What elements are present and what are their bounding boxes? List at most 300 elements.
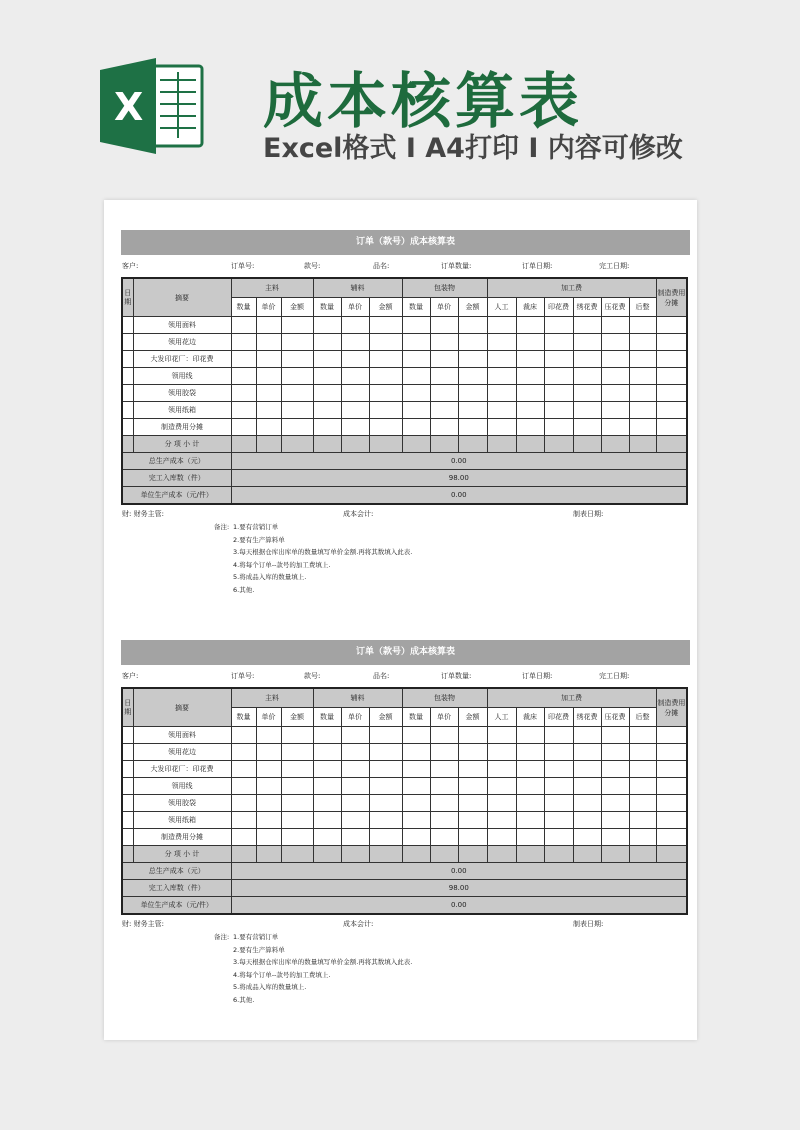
table-cell[interactable] (430, 812, 458, 829)
table-cell[interactable] (487, 385, 516, 402)
table-cell[interactable] (656, 402, 687, 419)
table-cell[interactable] (341, 744, 369, 761)
table-cell[interactable] (402, 761, 430, 778)
table-cell[interactable] (629, 846, 656, 863)
table-cell[interactable] (629, 795, 656, 812)
table-cell[interactable] (656, 436, 687, 453)
table-cell[interactable] (430, 829, 458, 846)
table-cell[interactable] (402, 368, 430, 385)
amount-header: 金额 (458, 708, 487, 727)
table-cell[interactable] (341, 846, 369, 863)
table-cell[interactable] (122, 744, 133, 761)
table-cell[interactable] (573, 402, 601, 419)
table-cell[interactable] (430, 334, 458, 351)
table-cell[interactable] (256, 334, 281, 351)
table-cell[interactable] (487, 761, 516, 778)
table-cell[interactable] (231, 402, 256, 419)
table-cell[interactable] (629, 402, 656, 419)
table-cell[interactable] (313, 795, 341, 812)
table-cell[interactable] (122, 368, 133, 385)
table-cell[interactable] (256, 778, 281, 795)
table-cell[interactable] (256, 761, 281, 778)
table-cell[interactable] (573, 846, 601, 863)
table-cell[interactable] (573, 778, 601, 795)
table-cell[interactable] (573, 385, 601, 402)
table-cell[interactable] (573, 812, 601, 829)
table-cell[interactable] (430, 795, 458, 812)
table-cell[interactable] (369, 436, 402, 453)
table-cell[interactable] (487, 317, 516, 334)
table-cell[interactable] (122, 419, 133, 436)
table-cell[interactable] (458, 846, 487, 863)
table-cell[interactable] (341, 419, 369, 436)
table-cell[interactable] (573, 829, 601, 846)
table-cell[interactable] (430, 317, 458, 334)
order-info-row (121, 665, 690, 687)
table-cell[interactable] (402, 419, 430, 436)
table-cell[interactable] (231, 419, 256, 436)
made-date-label: 制表日期: (573, 510, 604, 518)
table-cell[interactable] (231, 727, 256, 744)
table-cell[interactable] (458, 334, 487, 351)
table-cell[interactable] (281, 727, 313, 744)
table-cell[interactable] (369, 402, 402, 419)
table-cell[interactable] (369, 334, 402, 351)
table-cell[interactable] (487, 419, 516, 436)
table-cell[interactable] (341, 351, 369, 368)
row-label: 领用花边 (133, 334, 231, 351)
table-cell[interactable] (281, 402, 313, 419)
table-cell[interactable] (281, 368, 313, 385)
table-cell[interactable] (629, 727, 656, 744)
table-cell[interactable] (458, 368, 487, 385)
table-cell[interactable] (369, 317, 402, 334)
table-cell[interactable] (656, 351, 687, 368)
table-cell[interactable] (487, 744, 516, 761)
table-cell[interactable] (601, 744, 629, 761)
table-cell[interactable] (231, 368, 256, 385)
table-cell[interactable] (231, 846, 256, 863)
table-cell[interactable] (544, 795, 573, 812)
summary-value[interactable]: 0.00 (231, 453, 687, 470)
row-label: 领用面料 (133, 317, 231, 334)
cost-accountant-label: 成本会计: (343, 510, 374, 518)
table-cell[interactable] (656, 744, 687, 761)
table-cell[interactable] (122, 812, 133, 829)
table-cell[interactable] (430, 727, 458, 744)
table-cell[interactable] (516, 436, 544, 453)
table-cell[interactable] (656, 385, 687, 402)
table-cell[interactable] (341, 334, 369, 351)
table-cell[interactable] (629, 334, 656, 351)
table-cell[interactable] (601, 761, 629, 778)
table-cell[interactable] (544, 436, 573, 453)
table-cell[interactable] (458, 829, 487, 846)
table-cell[interactable] (341, 368, 369, 385)
table-cell[interactable] (313, 744, 341, 761)
table-cell[interactable] (487, 368, 516, 385)
table-cell[interactable] (341, 761, 369, 778)
table-cell[interactable] (601, 385, 629, 402)
table-cell[interactable] (231, 385, 256, 402)
table-cell[interactable] (256, 795, 281, 812)
table-cell[interactable] (458, 761, 487, 778)
table-cell[interactable] (458, 419, 487, 436)
table-cell[interactable] (122, 727, 133, 744)
table-cell[interactable] (629, 829, 656, 846)
table-cell[interactable] (256, 351, 281, 368)
table-cell[interactable] (231, 436, 256, 453)
table-cell[interactable] (573, 436, 601, 453)
table-cell[interactable] (313, 385, 341, 402)
table-cell[interactable] (402, 778, 430, 795)
table-cell[interactable] (544, 385, 573, 402)
processing-fee-header: 加工费 (487, 688, 656, 708)
price-header: 单价 (430, 298, 458, 317)
table-cell[interactable] (122, 317, 133, 334)
table-cell[interactable] (573, 795, 601, 812)
table-cell[interactable] (656, 812, 687, 829)
table-cell[interactable] (122, 351, 133, 368)
table-cell[interactable] (516, 368, 544, 385)
table-cell[interactable] (402, 317, 430, 334)
summary-value[interactable]: 0.00 (231, 897, 687, 915)
table-cell[interactable] (231, 317, 256, 334)
table-cell[interactable] (402, 334, 430, 351)
table-cell[interactable] (231, 334, 256, 351)
table-cell[interactable] (313, 334, 341, 351)
table-cell[interactable] (402, 812, 430, 829)
table-cell[interactable] (487, 727, 516, 744)
table-cell[interactable] (341, 317, 369, 334)
table-cell[interactable] (573, 317, 601, 334)
table-cell[interactable] (458, 402, 487, 419)
summary-value[interactable]: 0.00 (231, 863, 687, 880)
table-cell[interactable] (629, 351, 656, 368)
table-cell[interactable] (629, 744, 656, 761)
table-cell[interactable] (281, 419, 313, 436)
table-cell[interactable] (313, 846, 341, 863)
table-cell[interactable] (122, 402, 133, 419)
table-cell[interactable] (458, 812, 487, 829)
table-cell[interactable] (487, 351, 516, 368)
table-cell[interactable] (430, 351, 458, 368)
table-cell[interactable] (544, 812, 573, 829)
table-cell[interactable] (430, 761, 458, 778)
table-cell[interactable] (487, 812, 516, 829)
table-cell[interactable] (281, 744, 313, 761)
table-cell[interactable] (516, 351, 544, 368)
table-cell[interactable] (656, 368, 687, 385)
table-cell[interactable] (369, 727, 402, 744)
table-cell[interactable] (341, 436, 369, 453)
table-cell[interactable] (256, 436, 281, 453)
table-cell[interactable] (573, 334, 601, 351)
table-cell[interactable] (516, 385, 544, 402)
table-cell[interactable] (629, 368, 656, 385)
table-cell[interactable] (256, 846, 281, 863)
table-cell[interactable] (629, 317, 656, 334)
amount-header: 金额 (281, 298, 313, 317)
table-cell[interactable] (122, 385, 133, 402)
table-cell[interactable] (281, 351, 313, 368)
table-cell[interactable] (629, 419, 656, 436)
table-cell[interactable] (341, 795, 369, 812)
table-cell[interactable] (231, 795, 256, 812)
table-cell[interactable] (369, 419, 402, 436)
table-cell[interactable] (281, 761, 313, 778)
table-cell[interactable] (341, 778, 369, 795)
table-cell[interactable] (313, 317, 341, 334)
table-cell[interactable] (369, 368, 402, 385)
table-cell[interactable] (516, 744, 544, 761)
table-cell[interactable] (516, 761, 544, 778)
row-label: 大发印花厂：印花费 (133, 761, 231, 778)
table-cell[interactable] (402, 402, 430, 419)
table-cell[interactable] (544, 351, 573, 368)
table-cell[interactable] (430, 846, 458, 863)
table-cell[interactable] (629, 778, 656, 795)
table-cell[interactable] (313, 761, 341, 778)
table-cell[interactable] (516, 846, 544, 863)
table-cell[interactable] (402, 829, 430, 846)
table-cell[interactable] (458, 317, 487, 334)
table-cell[interactable] (231, 351, 256, 368)
table-cell[interactable] (573, 727, 601, 744)
table-cell[interactable] (281, 334, 313, 351)
table-cell[interactable] (629, 761, 656, 778)
table-cell[interactable] (341, 385, 369, 402)
table-cell[interactable] (656, 334, 687, 351)
table-cell[interactable] (430, 385, 458, 402)
table-cell[interactable] (458, 744, 487, 761)
table-cell[interactable] (341, 727, 369, 744)
table-cell[interactable] (601, 727, 629, 744)
table-cell[interactable] (430, 744, 458, 761)
table-cell[interactable] (458, 727, 487, 744)
table-cell[interactable] (544, 761, 573, 778)
aux-material-header: 辅料 (313, 688, 402, 708)
table-cell[interactable] (458, 778, 487, 795)
table-cell[interactable] (544, 402, 573, 419)
summary-label: 单位生产成本（元/件） (122, 897, 231, 915)
table-cell[interactable] (516, 812, 544, 829)
table-cell[interactable] (573, 744, 601, 761)
table-cell[interactable] (601, 368, 629, 385)
table-cell[interactable] (313, 351, 341, 368)
table-cell[interactable] (369, 351, 402, 368)
table-cell[interactable] (256, 727, 281, 744)
table-cell[interactable] (656, 419, 687, 436)
table-cell[interactable] (656, 761, 687, 778)
table-cell[interactable] (458, 351, 487, 368)
table-cell[interactable] (369, 778, 402, 795)
table-cell[interactable] (487, 402, 516, 419)
table-cell[interactable] (430, 436, 458, 453)
table-cell[interactable] (656, 778, 687, 795)
table-cell[interactable] (341, 402, 369, 419)
table-cell[interactable] (369, 829, 402, 846)
table-cell[interactable] (369, 761, 402, 778)
table-cell[interactable] (601, 351, 629, 368)
table-cell[interactable] (231, 761, 256, 778)
table-cell[interactable] (281, 385, 313, 402)
table-cell[interactable] (122, 829, 133, 846)
table-cell[interactable] (573, 761, 601, 778)
qty-header: 数量 (402, 708, 430, 727)
table-cell[interactable] (281, 812, 313, 829)
summary-value[interactable]: 98.00 (231, 470, 687, 487)
table-cell[interactable] (430, 419, 458, 436)
table-cell[interactable] (544, 334, 573, 351)
table-cell[interactable] (313, 778, 341, 795)
table-cell[interactable] (313, 419, 341, 436)
table-cell[interactable] (402, 351, 430, 368)
summary-value[interactable]: 0.00 (231, 487, 687, 505)
table-cell[interactable] (122, 334, 133, 351)
table-cell[interactable] (601, 402, 629, 419)
table-cell[interactable] (544, 419, 573, 436)
table-cell[interactable] (313, 727, 341, 744)
table-cell[interactable] (402, 727, 430, 744)
table-cell[interactable] (487, 846, 516, 863)
table-cell[interactable] (544, 744, 573, 761)
table-cell[interactable] (369, 846, 402, 863)
table-cell[interactable] (573, 419, 601, 436)
table-cell[interactable] (256, 419, 281, 436)
table-cell[interactable] (122, 795, 133, 812)
table-cell[interactable] (601, 846, 629, 863)
table-cell[interactable] (256, 385, 281, 402)
table-cell[interactable] (516, 317, 544, 334)
table-cell[interactable] (601, 419, 629, 436)
table-cell[interactable] (487, 334, 516, 351)
table-cell[interactable] (313, 368, 341, 385)
table-cell[interactable] (656, 829, 687, 846)
table-cell[interactable] (122, 436, 133, 453)
table-cell[interactable] (313, 402, 341, 419)
table-cell[interactable] (281, 795, 313, 812)
table-cell[interactable] (487, 795, 516, 812)
qty-header: 数量 (402, 298, 430, 317)
table-cell[interactable] (281, 778, 313, 795)
table-cell[interactable] (313, 812, 341, 829)
summary-row (122, 470, 687, 487)
table-cell[interactable] (369, 385, 402, 402)
packaging-header: 包装物 (402, 688, 487, 708)
table-cell[interactable] (231, 778, 256, 795)
table-cell[interactable] (516, 334, 544, 351)
table-cell[interactable] (487, 829, 516, 846)
table-cell[interactable] (601, 795, 629, 812)
table-cell[interactable] (430, 368, 458, 385)
table-cell[interactable] (601, 812, 629, 829)
table-cell[interactable] (487, 778, 516, 795)
table-cell[interactable] (629, 812, 656, 829)
table-cell[interactable] (122, 846, 133, 863)
table-cell[interactable] (256, 368, 281, 385)
table-cell[interactable] (544, 317, 573, 334)
note-item: 3.每天根据仓库出库单的数量填写单价金额.再将其数填入此表. (233, 958, 413, 966)
table-cell[interactable] (573, 351, 601, 368)
table-cell[interactable] (313, 436, 341, 453)
table-cell[interactable] (430, 402, 458, 419)
table-cell[interactable] (369, 744, 402, 761)
table-cell[interactable] (122, 761, 133, 778)
table-cell[interactable] (402, 385, 430, 402)
table-cell[interactable] (256, 744, 281, 761)
table-cell[interactable] (430, 778, 458, 795)
table-cell[interactable] (516, 419, 544, 436)
summary-value[interactable]: 98.00 (231, 880, 687, 897)
table-cell[interactable] (341, 812, 369, 829)
table-cell[interactable] (544, 846, 573, 863)
table-cell[interactable] (313, 829, 341, 846)
table-cell[interactable] (256, 402, 281, 419)
table-cell[interactable] (544, 829, 573, 846)
table-cell[interactable] (601, 334, 629, 351)
table-cell[interactable] (369, 812, 402, 829)
table-cell[interactable] (231, 744, 256, 761)
table-cell[interactable] (601, 778, 629, 795)
table-cell[interactable] (256, 812, 281, 829)
table-cell[interactable] (544, 778, 573, 795)
table-cell[interactable] (487, 436, 516, 453)
table-cell[interactable] (281, 829, 313, 846)
table-cell[interactable] (341, 829, 369, 846)
table-cell[interactable] (256, 829, 281, 846)
table-cell[interactable] (122, 778, 133, 795)
table-cell[interactable] (601, 317, 629, 334)
table-cell[interactable] (402, 436, 430, 453)
table-cell[interactable] (281, 317, 313, 334)
row-label: 领用面料 (133, 727, 231, 744)
table-cell[interactable] (458, 385, 487, 402)
table-cell[interactable] (516, 829, 544, 846)
table-cell[interactable] (516, 402, 544, 419)
table-cell[interactable] (544, 727, 573, 744)
table-cell[interactable] (629, 385, 656, 402)
table-cell[interactable] (231, 812, 256, 829)
table-cell[interactable] (656, 727, 687, 744)
table-cell[interactable] (656, 795, 687, 812)
table-cell[interactable] (402, 744, 430, 761)
table-cell[interactable] (516, 795, 544, 812)
table-cell[interactable] (601, 829, 629, 846)
table-cell[interactable] (573, 368, 601, 385)
table-cell[interactable] (402, 795, 430, 812)
table-cell[interactable] (281, 436, 313, 453)
summary-row (122, 487, 687, 505)
table-cell[interactable] (516, 727, 544, 744)
table-cell[interactable] (369, 795, 402, 812)
table-cell[interactable] (656, 846, 687, 863)
style-no-label: 款号: (304, 672, 321, 680)
header (0, 0, 800, 190)
table-cell[interactable] (601, 436, 629, 453)
table-cell[interactable] (458, 795, 487, 812)
table-cell[interactable] (458, 436, 487, 453)
table-cell[interactable] (281, 846, 313, 863)
table-cell[interactable] (256, 317, 281, 334)
table-cell[interactable] (516, 778, 544, 795)
table-cell[interactable] (629, 436, 656, 453)
table-cell[interactable] (402, 846, 430, 863)
table-row (122, 829, 687, 846)
table-cell[interactable] (656, 317, 687, 334)
table-cell[interactable] (231, 829, 256, 846)
table-cell[interactable] (544, 368, 573, 385)
